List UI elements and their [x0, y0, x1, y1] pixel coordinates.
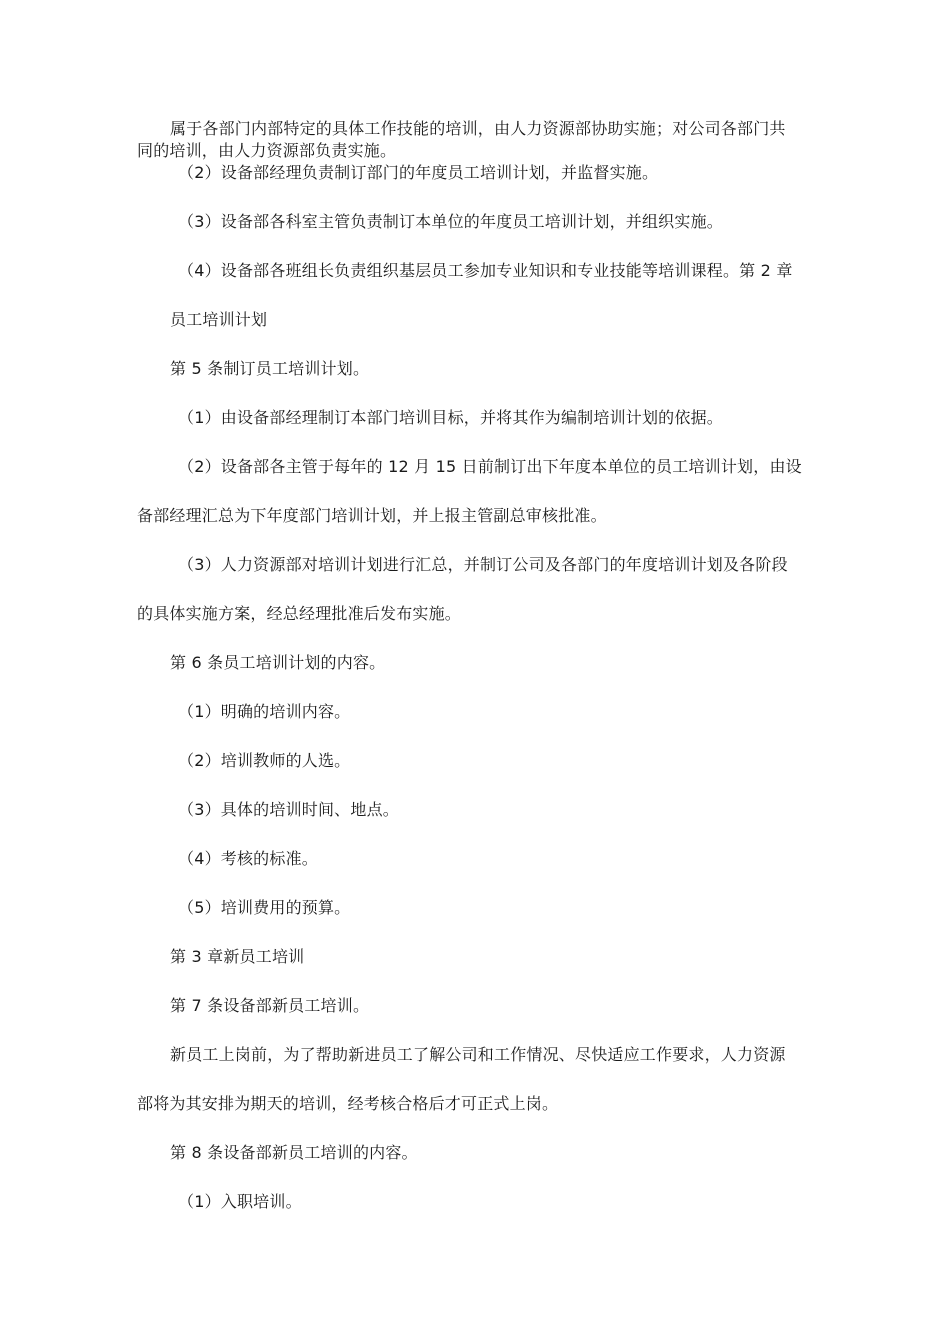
paragraph-line: 同的培训，由人力资源部负责实施。 — [137, 141, 397, 160]
paragraph-line: 部将为其安排为期天的培训，经考核合格后才可正式上岗。 — [137, 1094, 559, 1113]
section-heading: 第 8 条设备部新员工培训的内容。 — [170, 1143, 418, 1162]
list-item: （1）入职培训。 — [178, 1192, 302, 1211]
section-heading: 第 7 条设备部新员工培训。 — [170, 996, 370, 1015]
list-item: （2）培训教师的人选。 — [178, 751, 351, 770]
paragraph-line: （4）设备部各班组长负责组织基层员工参加专业知识和专业技能等培训课程。第 2 章 — [178, 261, 793, 280]
paragraph-line: （3）设备部各科室主管负责制订本单位的年度员工培训计划，并组织实施。 — [178, 212, 723, 231]
paragraph-line: 员工培训计划 — [170, 310, 268, 329]
paragraph-line: （2）设备部经理负责制订部门的年度员工培训计划，并监督实施。 — [178, 163, 659, 182]
section-heading: 第 5 条制订员工培训计划。 — [170, 359, 370, 378]
list-item: （1）明确的培训内容。 — [178, 702, 351, 721]
list-item: （3）具体的培训时间、地点。 — [178, 800, 399, 819]
paragraph-line: 属于各部门内部特定的具体工作技能的培训，由人力资源部协助实施；对公司各部门共 — [170, 119, 786, 138]
paragraph-line: 新员工上岗前，为了帮助新进员工了解公司和工作情况、尽快适应工作要求，人力资源 — [170, 1045, 786, 1064]
chapter-heading: 第 3 章新员工培训 — [170, 947, 305, 966]
list-item: （5）培训费用的预算。 — [178, 898, 351, 917]
paragraph-line: 备部经理汇总为下年度部门培训计划，并上报主管副总审核批准。 — [137, 506, 607, 525]
paragraph-line: （2）设备部各主管于每年的 12 月 15 日前制订出下年度本单位的员工培训计划，由设 — [178, 457, 802, 476]
paragraph-line: （3）人力资源部对培训计划进行汇总，并制订公司及各部门的年度培训计划及各阶段 — [178, 555, 788, 574]
paragraph-line: 的具体实施方案，经总经理批准后发布实施。 — [137, 604, 462, 623]
list-item: （4）考核的标准。 — [178, 849, 318, 868]
paragraph-line: （1）由设备部经理制订本部门培训目标，并将其作为编制培训计划的依据。 — [178, 408, 723, 427]
section-heading: 第 6 条员工培训计划的内容。 — [170, 653, 386, 672]
